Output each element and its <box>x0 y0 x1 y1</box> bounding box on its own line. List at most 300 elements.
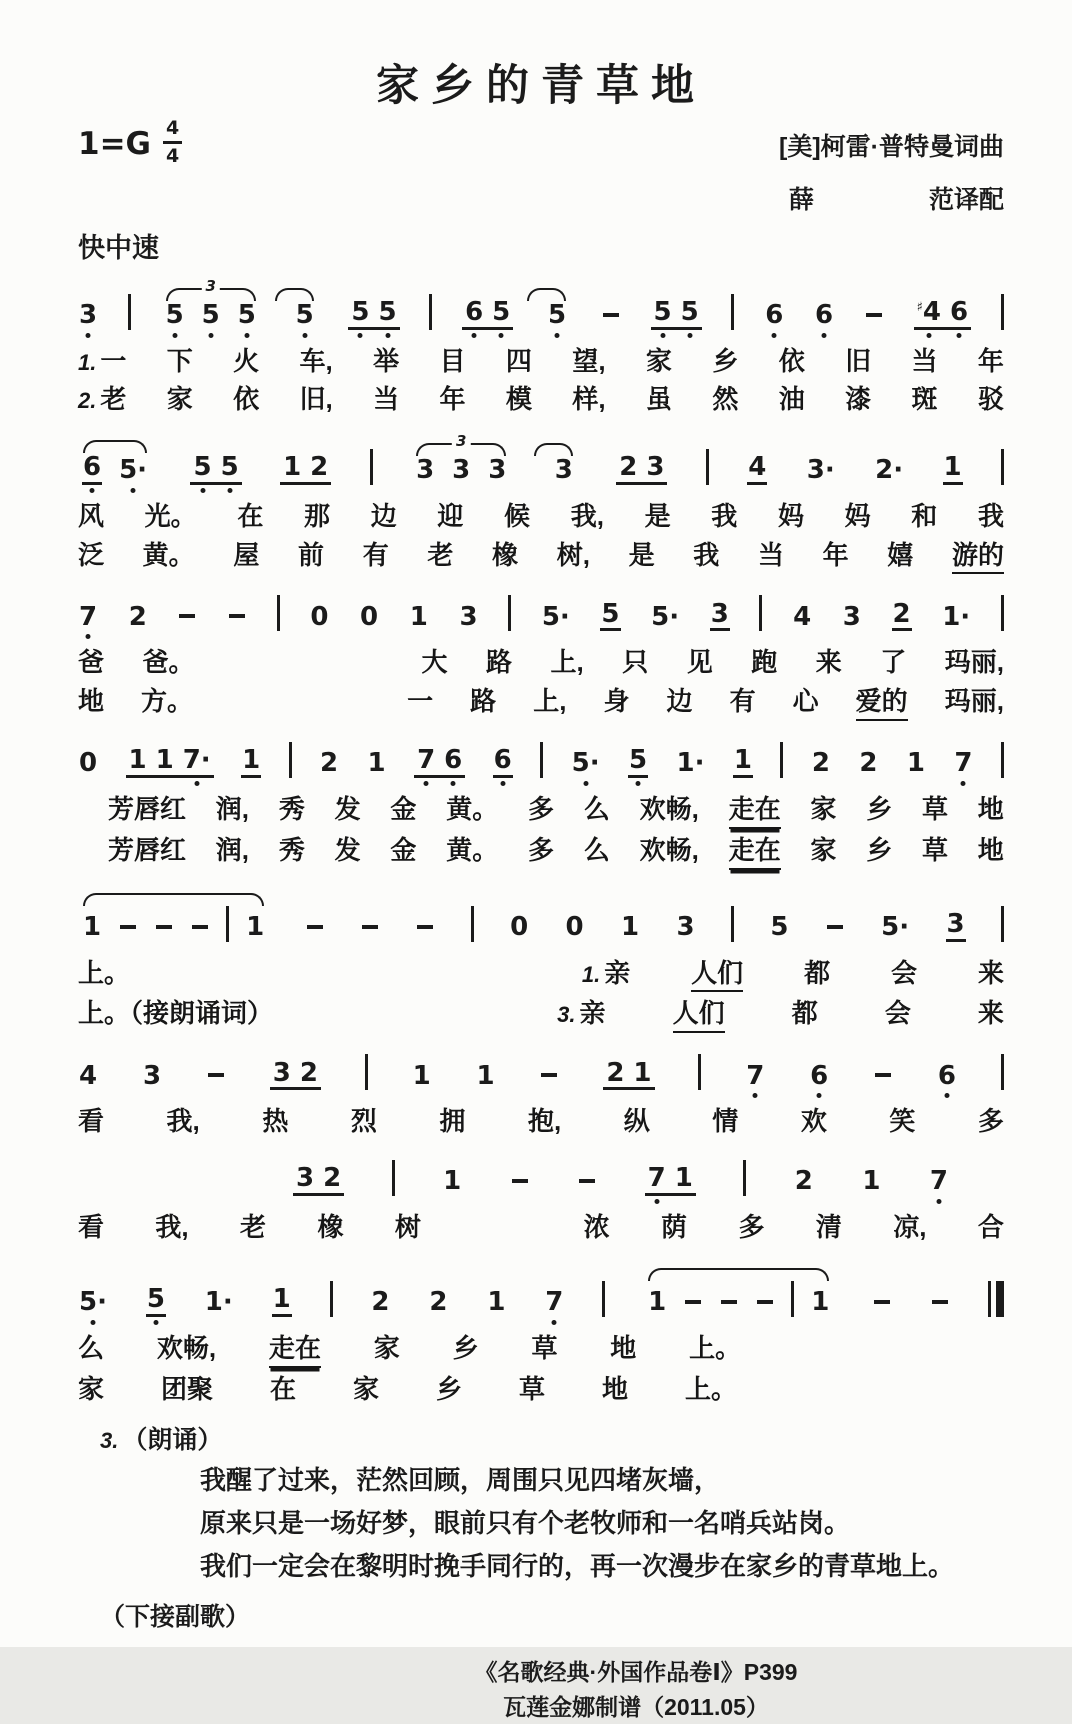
notation-line-3 <box>78 580 1004 641</box>
note: 2 <box>892 600 912 632</box>
dash-note <box>305 912 325 942</box>
low-octave-dot <box>552 1320 557 1325</box>
note: 5· <box>541 601 570 632</box>
barline <box>698 1054 701 1090</box>
barline <box>602 1281 605 1317</box>
barline <box>330 1281 333 1317</box>
note: 6 <box>949 298 969 327</box>
low-octave-dot <box>957 333 962 338</box>
lyric-syllable: 看 <box>78 1106 105 1137</box>
beam-group <box>645 1164 696 1196</box>
note: 3 <box>488 455 507 486</box>
notation-line-5 <box>78 876 1004 952</box>
lyric-syllable: 然 <box>712 384 739 415</box>
beam-group <box>293 1164 344 1196</box>
barline <box>731 906 734 942</box>
lyric-syllable: 有 <box>729 686 756 717</box>
low-octave-dot <box>86 333 91 338</box>
note: ♯4 <box>916 298 942 327</box>
note: 6 <box>82 453 102 485</box>
lyric-syllable: 模 <box>505 384 532 415</box>
lyric-line <box>78 646 1004 680</box>
lyric-syllable: 欢 <box>800 1106 827 1137</box>
note: 5 <box>220 453 240 482</box>
lyric-syllable: 跑 <box>751 647 778 678</box>
lyric-syllable: 旧 <box>845 345 872 376</box>
time-signature-beats: 4 <box>163 119 182 144</box>
lyric-syllable: 烈 <box>350 1106 377 1137</box>
lyric-syllable: 斑 <box>911 384 938 415</box>
low-octave-dot <box>961 781 966 786</box>
barline <box>508 595 511 631</box>
note: 5 <box>680 298 700 327</box>
note: 2· <box>875 455 904 486</box>
dash-note <box>577 1166 597 1196</box>
source-footer <box>328 1655 944 1724</box>
system-1 <box>78 271 1004 417</box>
note: 4 <box>747 453 767 485</box>
lyric-syllable: 1. 亲 <box>581 957 631 988</box>
lyric-syllable: 人们 <box>691 957 743 993</box>
lyric-syllable: 欢畅, <box>639 834 699 865</box>
lyric-syllable: 我 <box>693 539 720 570</box>
lyric-syllable: 都 <box>791 998 818 1029</box>
spacer <box>230 709 370 710</box>
time-signature-unit: 4 <box>166 145 180 167</box>
barline <box>429 294 432 330</box>
lyric-line <box>78 1211 1004 1245</box>
triplet-label: 3 <box>452 434 470 449</box>
low-octave-dot <box>302 333 307 338</box>
note: 7 <box>745 1062 765 1091</box>
barline <box>759 595 762 631</box>
lyric-syllable: 路 <box>470 686 497 717</box>
lyric-line <box>78 1373 1004 1407</box>
lyric-syllable: 四 <box>505 345 532 376</box>
note: 1 <box>811 1287 830 1318</box>
lyric-syllable: 边 <box>370 500 397 531</box>
translator-name-left: 薛 <box>788 186 814 214</box>
lyric-line <box>78 685 1004 721</box>
barline <box>1001 906 1004 942</box>
dash-note <box>601 300 621 330</box>
lyric-syllable: 我, <box>166 1106 200 1137</box>
lyric-syllable: 乡 <box>712 345 739 376</box>
verse-number: 1. <box>581 961 601 987</box>
system-5 <box>78 876 1004 1034</box>
low-octave-dot <box>194 781 199 786</box>
note: 5 <box>547 301 567 330</box>
low-octave-dot <box>753 1093 758 1098</box>
note: 1 <box>272 1285 292 1317</box>
beam-group <box>280 453 331 485</box>
composer-credit: [美]柯雷·普特曼词曲 <box>779 133 1004 161</box>
lyric-syllable: 热 <box>262 1106 289 1137</box>
lyric-syllable: 是 <box>628 539 655 570</box>
notation-systems <box>78 271 1004 1406</box>
lyric-syllable: 虽 <box>645 384 672 415</box>
lyric-syllable: 在 <box>270 1373 297 1404</box>
lyric-syllable: 乡 <box>436 1373 463 1404</box>
dash-note <box>118 912 138 942</box>
note: 2 <box>606 1057 625 1088</box>
lyric-syllable: 了 <box>880 647 907 678</box>
beam-group <box>462 298 513 330</box>
note: 3 <box>142 1060 162 1091</box>
low-octave-dot <box>90 488 95 493</box>
lyric-syllable: 发 <box>334 834 361 865</box>
system-6 <box>78 1039 1004 1139</box>
lyric-syllable: 年 <box>977 345 1004 376</box>
recitation-verse-number: 3. <box>100 1428 119 1454</box>
header-row <box>78 117 1004 167</box>
lyric-syllable: 屋 <box>233 539 260 570</box>
low-octave-dot <box>424 781 429 786</box>
note: 5 <box>350 298 370 327</box>
system-7 <box>78 1145 1004 1245</box>
lyric-syllable: 草 <box>531 1332 558 1363</box>
note: 1 <box>283 452 302 483</box>
system-8 <box>78 1251 1004 1407</box>
lyric-line <box>78 1105 1004 1139</box>
note: 7 <box>953 749 973 778</box>
lyric-syllable: 光。 <box>144 500 197 531</box>
lyric-syllable: 树, <box>556 539 590 570</box>
key-label: 1=G <box>78 126 151 162</box>
lyric-syllable: 目 <box>439 345 466 376</box>
lyric-syllable: 油 <box>778 384 805 415</box>
lyric-syllable: 见 <box>686 647 713 678</box>
lyric-syllable: 地 <box>602 1373 629 1404</box>
low-octave-dot <box>244 333 249 338</box>
beam-group <box>126 746 214 778</box>
lyric-syllable: 纵 <box>623 1106 650 1137</box>
lyric-syllable: 在 <box>237 500 264 531</box>
notation-line-1 <box>78 271 1004 340</box>
lyric-syllable: 举 <box>373 345 400 376</box>
lyric-syllable: 家 <box>810 793 837 824</box>
note: 2 <box>619 452 638 483</box>
lyric-line <box>78 997 1004 1033</box>
note: 7 <box>78 603 98 632</box>
note: 1 <box>83 911 102 942</box>
lyric-syllable: 走在 <box>729 834 781 870</box>
lyric-syllable: 妈 <box>844 500 871 531</box>
lyric-syllable: 润, <box>215 793 250 824</box>
lyric-syllable: 上, <box>533 686 567 717</box>
lyric-syllable: 乡 <box>866 793 893 824</box>
lyric-syllable: 望, <box>572 345 606 376</box>
dash-note <box>539 1060 559 1090</box>
lyric-syllable: 么 <box>583 834 610 865</box>
note: 0 <box>79 748 98 779</box>
lyric-syllable: 草 <box>922 793 949 824</box>
lyric-syllable: 黄。 <box>446 793 499 824</box>
spacer <box>233 670 383 671</box>
note: 4 <box>793 601 812 632</box>
recitation-heading-label: （朗诵） <box>122 1426 223 1455</box>
lyric-syllable: 旧, <box>299 384 333 415</box>
lyric-line <box>78 539 1004 575</box>
lyric-syllable: 上。（接朗诵词） <box>78 998 274 1029</box>
verse-number: 3. <box>557 1002 576 1028</box>
lyric-syllable: 我, <box>570 500 604 531</box>
lyric-line <box>78 383 1004 417</box>
lyric-syllable: 前 <box>298 539 325 570</box>
triplet-label: 3 <box>201 279 219 294</box>
note: 2 <box>811 748 830 779</box>
lyric-syllable: 当 <box>911 345 938 376</box>
beam-group <box>190 453 241 485</box>
lyric-syllable: 当 <box>757 539 784 570</box>
barline <box>780 742 783 778</box>
note: 5 <box>600 600 620 632</box>
dash-note <box>873 1060 893 1090</box>
note: 3 <box>710 600 730 632</box>
lyric-syllable: 依 <box>233 384 260 415</box>
source-book: 《名歌经典·外国作品卷Ⅰ》P399 <box>474 1659 798 1686</box>
slur-arc <box>550 441 578 485</box>
note: 1· <box>942 601 971 632</box>
lyric-syllable: 家 <box>810 834 837 865</box>
lyric-syllable: 那 <box>304 500 331 531</box>
lyric-syllable: 边 <box>666 686 693 717</box>
lyric-syllable: 和 <box>911 500 938 531</box>
dash-note <box>415 912 435 942</box>
note: 3 <box>416 455 435 486</box>
lyric-line <box>108 793 1004 829</box>
lyric-syllable: 迎 <box>437 500 464 531</box>
low-octave-dot <box>822 333 827 338</box>
low-octave-dot <box>555 333 560 338</box>
lyric-syllable: 上。 <box>689 1332 742 1363</box>
time-signature <box>163 119 182 166</box>
spacer <box>472 1235 532 1236</box>
low-octave-dot <box>172 333 177 338</box>
lyric-syllable: 身 <box>603 686 630 717</box>
lyric-syllable: 清 <box>815 1211 842 1242</box>
low-octave-dot <box>660 333 665 338</box>
slur-arc <box>291 286 319 330</box>
barline <box>365 1054 368 1090</box>
lyric-syllable: 草 <box>519 1373 546 1404</box>
beam-group <box>651 298 702 330</box>
note: 7· <box>182 746 212 775</box>
lyric-syllable: 抱, <box>527 1106 562 1137</box>
lyric-syllable: 火 <box>233 345 260 376</box>
note: 6 <box>814 301 834 330</box>
note: 5· <box>881 911 910 942</box>
note: 1 <box>367 748 386 779</box>
beam-group <box>603 1059 654 1091</box>
slur-arc <box>78 438 152 485</box>
lyric-syllable: 润, <box>215 834 250 865</box>
low-octave-dot <box>687 333 692 338</box>
lyric-syllable: 么 <box>78 1332 105 1363</box>
lyric-syllable: 人们 <box>673 997 725 1033</box>
lyric-syllable: 走在 <box>269 1332 321 1368</box>
barline <box>706 449 709 485</box>
note: 1 <box>487 1287 506 1318</box>
note: 5 <box>491 298 511 327</box>
note: 5· <box>78 1288 108 1317</box>
lyric-syllable: 芳唇红 <box>108 793 187 824</box>
barline <box>1001 449 1004 485</box>
lyric-syllable: 泛 <box>78 539 105 570</box>
note: 1 <box>409 601 428 632</box>
recitation-heading <box>100 1420 1004 1456</box>
system-3 <box>78 580 1004 721</box>
lyric-syllable: 风 <box>78 500 105 531</box>
barline <box>1001 294 1004 330</box>
lyric-syllable: 只 <box>622 647 649 678</box>
lyric-syllable: 家 <box>78 1373 105 1404</box>
note: 3 <box>554 455 573 486</box>
dash-note <box>872 1287 892 1317</box>
note: 5· <box>651 601 680 632</box>
lyric-syllable: 地 <box>78 686 105 717</box>
lyric-syllable: 凉, <box>893 1211 927 1242</box>
dash-note <box>719 1287 739 1317</box>
triplet-arc <box>411 432 511 486</box>
note: 1 <box>674 1163 693 1194</box>
note: 5 <box>237 301 257 330</box>
system-4 <box>78 727 1004 870</box>
note: 1 <box>476 1060 495 1091</box>
lyric-syllable: 浓 <box>583 1211 610 1242</box>
note: 5· <box>571 749 601 778</box>
note: 1 <box>621 911 640 942</box>
low-octave-dot <box>583 781 588 786</box>
lyric-syllable: 当 <box>373 384 400 415</box>
note: 5 <box>378 298 398 327</box>
lyric-syllable: 方。 <box>141 686 194 717</box>
slur-arc <box>543 286 571 330</box>
barline <box>289 742 292 778</box>
low-octave-dot <box>472 333 477 338</box>
lyric-syllable: 地 <box>610 1332 637 1363</box>
lyric-syllable: 一 <box>407 686 434 717</box>
lyric-syllable: 会 <box>884 998 911 1029</box>
low-octave-dot <box>926 333 931 338</box>
song-title: 家乡的青草地 <box>376 62 706 110</box>
note: 5· <box>118 456 148 485</box>
lyric-syllable: 驳 <box>977 384 1004 415</box>
low-octave-dot <box>451 781 456 786</box>
barline <box>540 742 543 778</box>
beam-group <box>616 453 667 485</box>
barline <box>743 1160 746 1196</box>
note: 3 <box>78 301 98 330</box>
recitation-line: 原来只是一场好梦，眼前只有个老牧师和一名哨兵站岗。 <box>200 1508 851 1539</box>
lyric-syllable: 草 <box>922 834 949 865</box>
lyric-syllable: 多 <box>977 1106 1004 1137</box>
notation-line-6 <box>78 1039 1004 1100</box>
barline <box>1001 1054 1004 1090</box>
dash-note <box>190 912 210 942</box>
lyric-syllable: 上。 <box>78 957 131 988</box>
dash-note <box>177 601 197 631</box>
lyric-line <box>108 834 1004 870</box>
note: 6 <box>493 746 513 778</box>
lyric-syllable: 会 <box>891 957 918 988</box>
note: 1· <box>204 1287 233 1318</box>
note: 2 <box>371 1287 390 1318</box>
lyric-line <box>78 345 1004 379</box>
lyric-syllable: 走在 <box>729 793 781 829</box>
note: 7 <box>544 1288 564 1317</box>
notation-line-7 <box>293 1145 949 1206</box>
lyric-syllable: 游的 <box>952 539 1004 575</box>
note: 7 <box>647 1164 667 1193</box>
lyric-syllable: 来 <box>977 998 1004 1029</box>
lyric-syllable: 妈 <box>777 500 804 531</box>
note: 3 <box>676 911 695 942</box>
low-octave-dot <box>772 333 777 338</box>
lyric-syllable: 家 <box>166 384 193 415</box>
recitation-line: 我们一定会在黎明时挽手同行的，再一次漫步在家乡的青草地上。 <box>200 1551 955 1582</box>
note: 2 <box>323 1163 342 1194</box>
note: 2 <box>794 1166 813 1197</box>
note: 2 <box>310 452 329 483</box>
barline <box>471 906 474 942</box>
lyric-syllable: 1. 一 <box>78 345 127 376</box>
lyric-syllable: 爸 <box>78 647 105 678</box>
note: 5 <box>165 301 185 330</box>
barline <box>731 294 734 330</box>
low-octave-dot <box>153 1320 158 1325</box>
notation-line-8 <box>78 1251 1004 1327</box>
spacer <box>340 1021 490 1022</box>
barline <box>791 1281 794 1317</box>
barline <box>226 906 229 942</box>
notation-line-2 <box>78 423 1004 495</box>
low-octave-dot <box>86 634 91 639</box>
lyric-line <box>78 500 1004 534</box>
lyric-syllable: 地 <box>977 834 1004 865</box>
translator-credit <box>78 180 1004 216</box>
lyric-syllable: 橡 <box>317 1211 344 1242</box>
beam-group <box>914 298 971 330</box>
note: 3 <box>296 1163 315 1194</box>
note: 1 <box>246 911 265 942</box>
note: 3 <box>459 601 478 632</box>
dash-note <box>227 601 247 631</box>
lyric-syllable: 路 <box>485 647 512 678</box>
lyric-syllable: 玛丽, <box>944 647 1004 678</box>
low-octave-dot <box>90 1320 95 1325</box>
lyric-syllable: 是 <box>644 500 671 531</box>
lyric-syllable: 发 <box>334 793 361 824</box>
lyric-syllable: 漆 <box>845 384 872 415</box>
lyric-syllable: 我, <box>155 1211 189 1242</box>
lyric-syllable: 秀 <box>278 834 305 865</box>
lyric-syllable: 金 <box>390 834 417 865</box>
lyric-syllable: 依 <box>778 345 805 376</box>
note: 2 <box>128 601 147 632</box>
note: 7 <box>416 746 436 775</box>
lyric-syllable: 上, <box>550 647 584 678</box>
tempo-marking: 快中速 <box>78 233 159 263</box>
low-octave-dot <box>131 488 136 493</box>
barline <box>370 449 373 485</box>
note: 1 <box>862 1166 881 1197</box>
lyric-syllable: 爸。 <box>142 647 195 678</box>
note: 0 <box>360 601 379 632</box>
lyric-syllable: 黄。 <box>142 539 195 570</box>
lyric-syllable: 3. 亲 <box>557 998 606 1029</box>
note: 7 <box>929 1167 949 1196</box>
